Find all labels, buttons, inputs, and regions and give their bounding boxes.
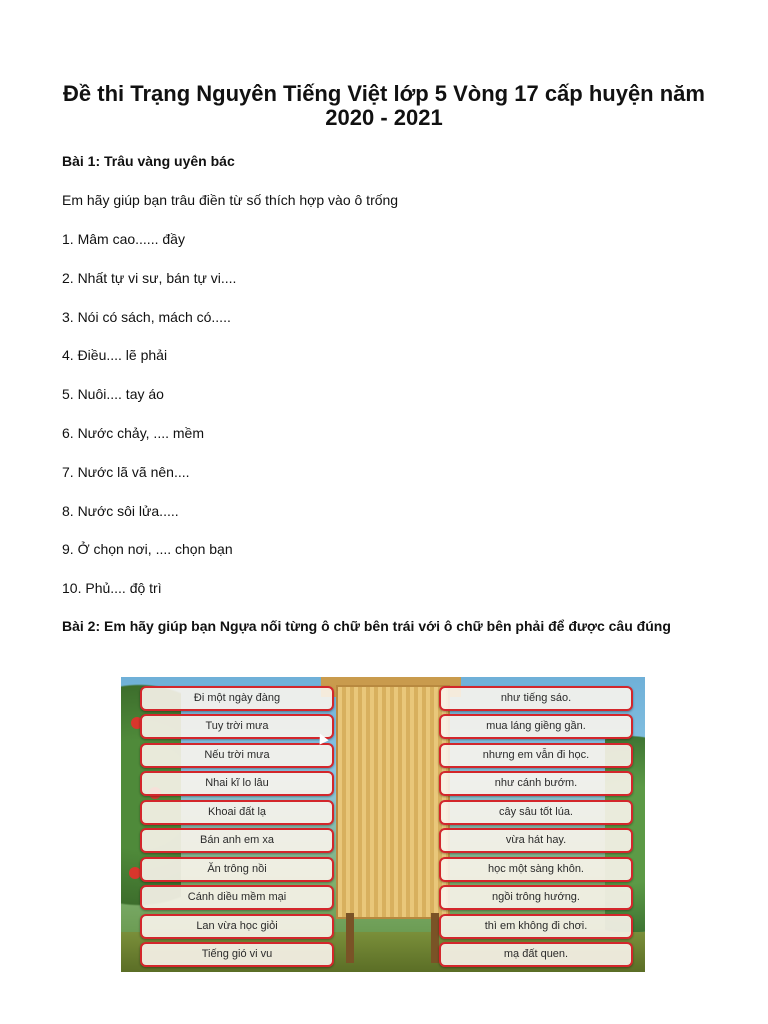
right-tile[interactable]: như cánh bướm. [439,771,633,796]
question-item: 1. Mâm cao...... đầy [62,231,185,247]
left-tile[interactable]: Nếu trời mưa [140,743,334,768]
right-tile[interactable]: ngồi trông hướng. [439,885,633,910]
question-item: 8. Nước sôi lửa..... [62,502,179,519]
right-tile[interactable]: nhưng em vẫn đi học. [439,743,633,768]
question-item: 7. Nước lã vã nên.... [62,463,190,480]
question-item: 9. Ở chọn nơi, .... chọn bạn [62,541,233,558]
right-tile[interactable]: thì em không đi chơi. [439,914,633,939]
left-tile[interactable]: Tuy trời mưa [140,714,334,739]
left-tile[interactable]: Ăn trông nồi [140,857,334,882]
right-tile[interactable]: vừa hát hay. [439,828,633,853]
question-item: 2. Nhất tự vi sư, bán tự vi.... [62,269,237,286]
bai1-question-list [62,229,236,617]
hut-leg [346,913,354,963]
left-tile[interactable]: Khoai đất lạ [140,800,334,825]
question-item: 3. Nói có sách, mách có..... [62,308,231,325]
left-tile[interactable]: Cánh diều mềm mại [140,885,334,910]
question-item: 6. Nước chảy, .... mềm [62,424,204,441]
left-tile[interactable]: Lan vừa học giỏi [140,914,334,939]
bai1-heading: Bài 1: Trâu vàng uyên bác [62,153,235,169]
right-tile[interactable]: mạ đất quen. [439,942,633,967]
left-tile[interactable]: Bán anh em xa [140,828,334,853]
right-tile[interactable]: học một sàng khôn. [439,857,633,882]
bai2-heading: Bài 2: Em hãy giúp bạn Ngựa nối từng ô chữ bên trái với ô chữ bên phải để được câu đúng [62,618,671,634]
right-tile[interactable]: cây sâu tốt lúa. [439,800,633,825]
question-item: 4. Điều.... lẽ phải [62,347,168,364]
hut-leg [431,913,439,963]
left-tile[interactable]: Đi một ngày đàng [140,686,334,711]
right-tile[interactable]: như tiếng sáo. [439,686,633,711]
stilt-hut [336,685,450,919]
bai1-instruction: Em hãy giúp bạn trâu điền từ số thích hợp vào ô trống [62,192,399,208]
left-tile[interactable]: Tiếng gió vi vu [140,942,334,967]
question-item: 10. Phủ.... độ trì [62,580,162,597]
left-tile[interactable]: Nhai kĩ lo lâu [140,771,334,796]
matching-game-image [121,677,645,972]
right-tile[interactable]: mua láng giềng gần. [439,714,633,739]
question-item: 5. Nuôi.... tay áo [62,386,164,403]
page-title: Đề thi Trạng Nguyên Tiếng Việt lớp 5 Vòng 17 cấp huyện năm 2020 - 2021 [63,81,705,130]
